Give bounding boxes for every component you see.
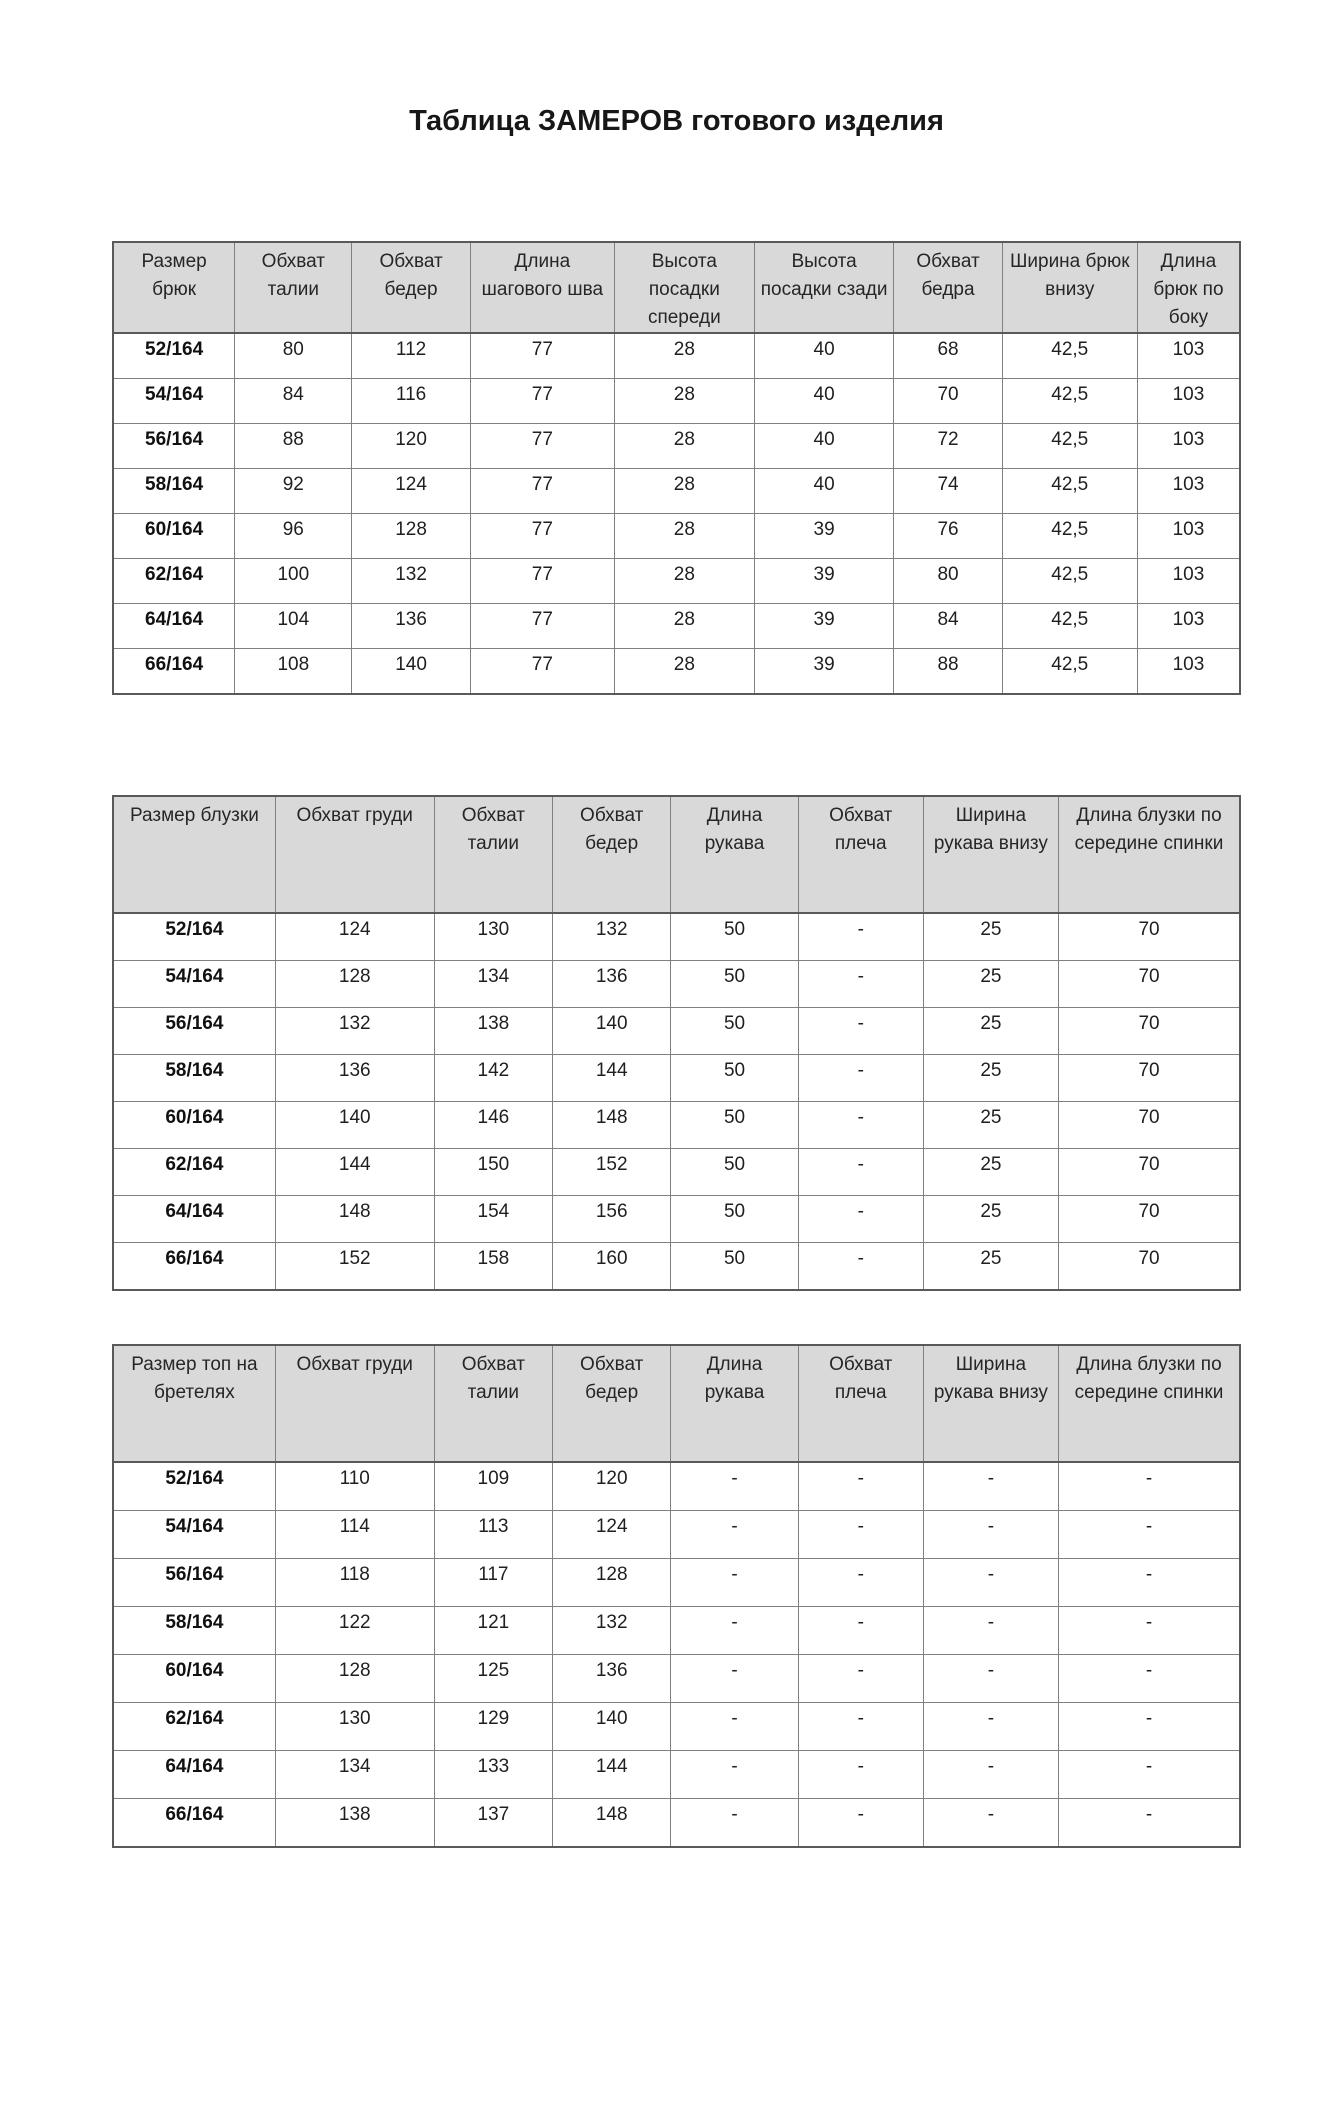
value-cell: 144 [553,1751,671,1799]
column-header: Длина брюк по боку [1137,242,1240,333]
value-cell: 154 [434,1196,552,1243]
column-header: Обхват груди [275,1345,434,1462]
value-cell: 42,5 [1002,649,1137,695]
value-cell: 128 [275,961,434,1008]
value-cell: 88 [894,649,1002,695]
value-cell: 148 [275,1196,434,1243]
value-cell: 128 [275,1655,434,1703]
value-cell: - [671,1559,798,1607]
value-cell: 50 [671,1149,798,1196]
value-cell: 120 [352,424,470,469]
value-cell: 103 [1137,379,1240,424]
table-row [113,1008,1240,1055]
size-cell: 56/164 [113,424,235,469]
table-row [113,1055,1240,1102]
blouse-measurements-table [112,795,1241,1291]
value-cell: 144 [553,1055,671,1102]
size-cell: 62/164 [113,559,235,604]
table-row [113,514,1240,559]
value-cell: - [1059,1655,1240,1703]
table-row [113,1196,1240,1243]
value-cell: 80 [894,559,1002,604]
value-cell: - [923,1751,1058,1799]
value-cell: 134 [434,961,552,1008]
value-cell: 25 [923,913,1058,961]
size-cell: 56/164 [113,1559,275,1607]
table-row [113,424,1240,469]
value-cell: 136 [275,1055,434,1102]
value-cell: - [1059,1511,1240,1559]
value-cell: 140 [352,649,470,695]
value-cell: - [671,1607,798,1655]
value-cell: 28 [614,649,754,695]
value-cell: 132 [275,1008,434,1055]
value-cell: 140 [553,1703,671,1751]
value-cell: - [671,1462,798,1511]
value-cell: 152 [553,1149,671,1196]
table-row [113,649,1240,695]
value-cell: 70 [1059,1102,1240,1149]
value-cell: - [1059,1607,1240,1655]
column-header: Высота посадки спереди [614,242,754,333]
value-cell: 84 [235,379,352,424]
value-cell: - [1059,1799,1240,1848]
value-cell: 70 [1059,961,1240,1008]
table-row [113,1511,1240,1559]
value-cell: - [923,1655,1058,1703]
value-cell: 25 [923,961,1058,1008]
value-cell: 84 [894,604,1002,649]
value-cell: 160 [553,1243,671,1291]
column-header: Обхват бедер [553,1345,671,1462]
value-cell: 124 [275,913,434,961]
size-cell: 60/164 [113,514,235,559]
value-cell: 104 [235,604,352,649]
value-cell: 114 [275,1511,434,1559]
value-cell: 39 [754,604,894,649]
page-title: Таблица ЗАМЕРОВ готового изделия [409,105,944,137]
value-cell: 132 [352,559,470,604]
value-cell: 28 [614,424,754,469]
value-cell: 148 [553,1799,671,1848]
value-cell: 40 [754,469,894,514]
value-cell: - [798,913,923,961]
value-cell: 109 [434,1462,552,1511]
value-cell: 146 [434,1102,552,1149]
value-cell: 113 [434,1511,552,1559]
value-cell: 74 [894,469,1002,514]
value-cell: - [798,1799,923,1848]
value-cell: 150 [434,1149,552,1196]
value-cell: - [798,1055,923,1102]
value-cell: 77 [470,424,614,469]
value-cell: 25 [923,1008,1058,1055]
value-cell: 134 [275,1751,434,1799]
column-header: Обхват груди [275,796,434,913]
value-cell: - [923,1799,1058,1848]
value-cell: 133 [434,1751,552,1799]
value-cell: 25 [923,1055,1058,1102]
size-cell: 60/164 [113,1655,275,1703]
column-header: Длина блузки по середине спинки [1059,796,1240,913]
value-cell: 138 [434,1008,552,1055]
value-cell: 50 [671,961,798,1008]
size-cell: 66/164 [113,1799,275,1848]
table-row [113,1799,1240,1848]
value-cell: - [923,1703,1058,1751]
value-cell: - [923,1559,1058,1607]
value-cell: 121 [434,1607,552,1655]
value-cell: - [798,1703,923,1751]
value-cell: 103 [1137,469,1240,514]
value-cell: 108 [235,649,352,695]
value-cell: - [798,1243,923,1291]
value-cell: 42,5 [1002,469,1137,514]
value-cell: 128 [553,1559,671,1607]
value-cell: 25 [923,1149,1058,1196]
value-cell: 25 [923,1243,1058,1291]
value-cell: 136 [553,1655,671,1703]
value-cell: 128 [352,514,470,559]
value-cell: 117 [434,1559,552,1607]
column-header: Длина шагового шва [470,242,614,333]
column-header: Ширина рукава внизу [923,1345,1058,1462]
table-row [113,913,1240,961]
size-cell: 52/164 [113,913,275,961]
value-cell: 77 [470,379,614,424]
column-header: Обхват талии [434,1345,552,1462]
value-cell: - [798,1149,923,1196]
column-header: Размер брюк [113,242,235,333]
size-cell: 62/164 [113,1703,275,1751]
column-header: Длина блузки по середине спинки [1059,1345,1240,1462]
value-cell: - [798,1751,923,1799]
size-cell: 64/164 [113,604,235,649]
value-cell: 140 [275,1102,434,1149]
table-row [113,1462,1240,1511]
value-cell: 140 [553,1008,671,1055]
value-cell: 92 [235,469,352,514]
value-cell: 42,5 [1002,604,1137,649]
value-cell: 42,5 [1002,333,1137,379]
value-cell: 50 [671,1008,798,1055]
value-cell: - [798,1607,923,1655]
value-cell: - [798,1655,923,1703]
value-cell: 88 [235,424,352,469]
value-cell: 116 [352,379,470,424]
value-cell: - [671,1751,798,1799]
size-cell: 52/164 [113,1462,275,1511]
strap-top-measurements-table [112,1344,1241,1848]
column-header: Размер блузки [113,796,275,913]
value-cell: 77 [470,559,614,604]
size-cell: 66/164 [113,649,235,695]
value-cell: 77 [470,514,614,559]
value-cell: - [1059,1751,1240,1799]
value-cell: - [1059,1462,1240,1511]
value-cell: 144 [275,1149,434,1196]
value-cell: 100 [235,559,352,604]
value-cell: 132 [553,1607,671,1655]
column-header: Обхват талии [235,242,352,333]
value-cell: 136 [553,961,671,1008]
value-cell: 28 [614,604,754,649]
value-cell: 112 [352,333,470,379]
table-row [113,379,1240,424]
value-cell: - [798,1196,923,1243]
size-cell: 58/164 [113,469,235,514]
value-cell: 103 [1137,649,1240,695]
value-cell: 136 [352,604,470,649]
value-cell: 72 [894,424,1002,469]
header-row [113,1345,1240,1462]
value-cell: 142 [434,1055,552,1102]
trousers-measurements-table [112,241,1241,695]
value-cell: 70 [1059,1149,1240,1196]
value-cell: - [798,1008,923,1055]
value-cell: 42,5 [1002,514,1137,559]
size-cell: 64/164 [113,1751,275,1799]
size-cell: 54/164 [113,1511,275,1559]
value-cell: 70 [1059,1243,1240,1291]
table-row [113,559,1240,604]
table-row [113,1149,1240,1196]
size-cell: 58/164 [113,1055,275,1102]
value-cell: 42,5 [1002,424,1137,469]
value-cell: 77 [470,333,614,379]
value-cell: - [923,1607,1058,1655]
value-cell: 39 [754,559,894,604]
value-cell: - [798,1559,923,1607]
value-cell: 25 [923,1102,1058,1149]
value-cell: 42,5 [1002,379,1137,424]
table-row [113,1243,1240,1291]
size-cell: 60/164 [113,1102,275,1149]
size-cell: 54/164 [113,961,275,1008]
table-row [113,1751,1240,1799]
column-header: Длина рукава [671,796,798,913]
value-cell: 103 [1137,333,1240,379]
value-cell: 28 [614,469,754,514]
size-cell: 56/164 [113,1008,275,1055]
value-cell: 80 [235,333,352,379]
value-cell: - [923,1462,1058,1511]
size-cell: 64/164 [113,1196,275,1243]
value-cell: 77 [470,469,614,514]
value-cell: 40 [754,379,894,424]
column-header: Размер топ на бретелях [113,1345,275,1462]
table-row [113,1703,1240,1751]
value-cell: 70 [1059,913,1240,961]
size-cell: 52/164 [113,333,235,379]
column-header: Обхват бедер [352,242,470,333]
value-cell: 40 [754,333,894,379]
value-cell: 25 [923,1196,1058,1243]
header-row [113,242,1240,333]
table-row [113,469,1240,514]
table-row [113,1655,1240,1703]
column-header: Длина рукава [671,1345,798,1462]
column-header: Обхват талии [434,796,552,913]
value-cell: 103 [1137,559,1240,604]
value-cell: 77 [470,604,614,649]
value-cell: 50 [671,1055,798,1102]
value-cell: 122 [275,1607,434,1655]
column-header: Обхват бедер [553,796,671,913]
value-cell: - [798,1102,923,1149]
value-cell: 124 [553,1511,671,1559]
value-cell: 50 [671,913,798,961]
column-header: Ширина брюк внизу [1002,242,1137,333]
value-cell: - [671,1655,798,1703]
value-cell: - [1059,1559,1240,1607]
column-header: Обхват плеча [798,796,923,913]
size-cell: 62/164 [113,1149,275,1196]
value-cell: 124 [352,469,470,514]
value-cell: 42,5 [1002,559,1137,604]
value-cell: 125 [434,1655,552,1703]
value-cell: 129 [434,1703,552,1751]
value-cell: 50 [671,1196,798,1243]
value-cell: - [1059,1703,1240,1751]
table-row [113,604,1240,649]
table-row [113,1102,1240,1149]
value-cell: 70 [894,379,1002,424]
value-cell: - [798,1462,923,1511]
column-header: Обхват плеча [798,1345,923,1462]
table-row [113,961,1240,1008]
value-cell: 70 [1059,1008,1240,1055]
size-cell: 58/164 [113,1607,275,1655]
value-cell: 76 [894,514,1002,559]
value-cell: - [923,1511,1058,1559]
header-row [113,796,1240,913]
table-row [113,333,1240,379]
value-cell: 103 [1137,514,1240,559]
value-cell: 158 [434,1243,552,1291]
value-cell: 39 [754,514,894,559]
value-cell: 152 [275,1243,434,1291]
value-cell: 118 [275,1559,434,1607]
value-cell: - [671,1511,798,1559]
value-cell: 103 [1137,604,1240,649]
column-header: Высота посадки сзади [754,242,894,333]
value-cell: 70 [1059,1055,1240,1102]
column-header: Ширина рукава внизу [923,796,1058,913]
value-cell: 28 [614,379,754,424]
value-cell: 28 [614,514,754,559]
value-cell: - [671,1799,798,1848]
value-cell: 39 [754,649,894,695]
value-cell: 77 [470,649,614,695]
value-cell: 50 [671,1102,798,1149]
value-cell: 50 [671,1243,798,1291]
value-cell: 28 [614,559,754,604]
value-cell: 40 [754,424,894,469]
value-cell: 137 [434,1799,552,1848]
value-cell: - [671,1703,798,1751]
value-cell: 130 [275,1703,434,1751]
value-cell: 110 [275,1462,434,1511]
value-cell: 148 [553,1102,671,1149]
column-header: Обхват бедра [894,242,1002,333]
value-cell: 96 [235,514,352,559]
value-cell: - [798,961,923,1008]
value-cell: 132 [553,913,671,961]
document-page [0,103,1333,2103]
value-cell: 138 [275,1799,434,1848]
table-row [113,1607,1240,1655]
value-cell: 68 [894,333,1002,379]
value-cell: 28 [614,333,754,379]
value-cell: 120 [553,1462,671,1511]
value-cell: 70 [1059,1196,1240,1243]
table-row [113,1559,1240,1607]
value-cell: - [798,1511,923,1559]
size-cell: 54/164 [113,379,235,424]
size-cell: 66/164 [113,1243,275,1291]
value-cell: 156 [553,1196,671,1243]
value-cell: 103 [1137,424,1240,469]
value-cell: 130 [434,913,552,961]
